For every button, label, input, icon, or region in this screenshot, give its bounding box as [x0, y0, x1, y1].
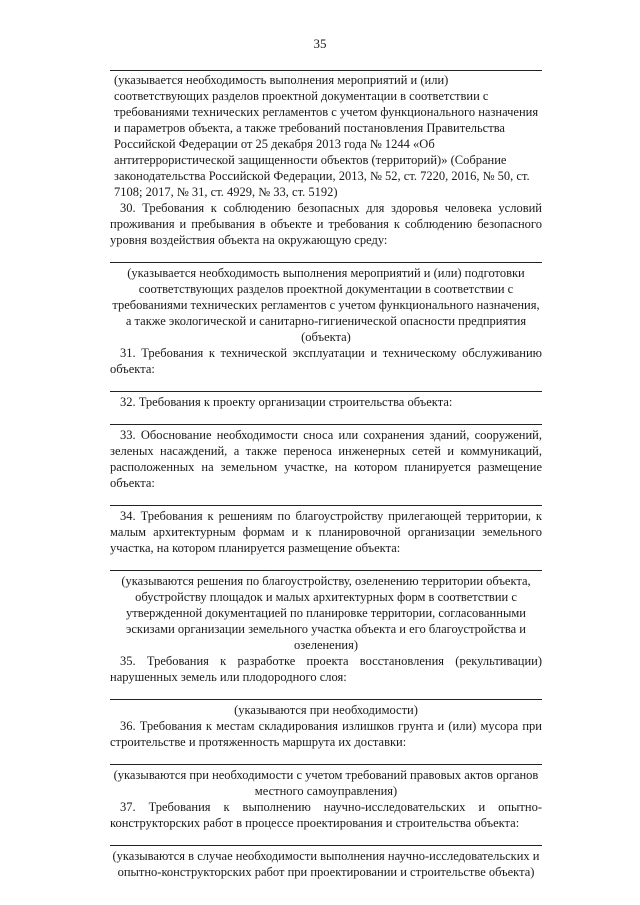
requirement-paragraph: 33. Обоснование необходимости сноса или сохранения зданий, сооружений, зеленых насаждений, а также переноса инженерных сетей и коммуникаций, расположенных на земельном участке, на котором планируется размещение объекта:: [110, 428, 542, 490]
requirement-paragraph: 36. Требования к местам складирования излишков грунта и (или) мусора при строительстве и протяженность маршрута их доставки:: [110, 719, 542, 749]
fill-line: [110, 831, 542, 846]
requirement-paragraph: 34. Требования к решениям по благоустройству прилегающей территории, к малым архитектурным формам и к планировочной организации земельного участка, на котором планируется размещение объекта:: [110, 509, 542, 555]
fill-line: [110, 248, 542, 263]
requirement-paragraph: 32. Требования к проекту организации строительства объекта:: [120, 395, 453, 409]
field-instruction-note: (указываются при необходимости): [234, 703, 418, 717]
fill-line: [110, 491, 542, 506]
fill-line: [110, 377, 542, 392]
fill-line: [110, 70, 542, 71]
document-body: [110, 70, 542, 880]
page-number: 35: [313, 36, 327, 51]
requirement-paragraph: 35. Требования к разработке проекта восстановления (рекультивации) нарушенных земель или плодородного слоя:: [110, 654, 542, 684]
fill-line: [110, 556, 542, 571]
field-instruction-note: (указываются решения по благоустройству, озеленению территории объекта, обустройству площадок и малых архитектурных форм в соответствии с утвержденной документацией по планировке территории, согласованными эскизами организации земельного участка объекта и его благоустройства и озеленения): [121, 574, 531, 652]
fill-line: [110, 410, 542, 425]
fill-line: [110, 685, 542, 700]
field-instruction-note: (указывается необходимость выполнения мероприятий и (или) соответствующих разделов проектной документации в соответствии с требованиями технических регламентов с учетом функционального назначения и параметров объекта, а также требований постановления Правительства Российской Федерации от 25 декабря 2013 года № 1244 «Об антитеррористической защищенности объектов (территорий)» (Собрание законодательства Российской Федерации, 2013, № 52, ст. 7220, 2016, № 50, ст. 7108; 2017, № 31, ст. 4929, № 33, ст. 5192): [114, 73, 539, 199]
requirement-paragraph: 30. Требования к соблюдению безопасных для здоровья человека условий проживания и пребывания в объекте и требования к соблюдению безопасного уровня воздействия объекта на окружающую среду:: [110, 201, 542, 247]
fill-line: [110, 750, 542, 765]
requirement-paragraph: 31. Требования к технической эксплуатации и техническому обслуживанию объекта:: [110, 346, 542, 376]
requirement-paragraph: 37. Требования к выполнению научно-исследовательских и опытно-конструкторских работ в процессе проектирования и строительства объекта:: [110, 800, 542, 830]
field-instruction-note: (указываются при необходимости с учетом требований правовых актов органов местного самоуправления): [113, 768, 539, 798]
field-instruction-note: (указываются в случае необходимости выполнения научно-исследовательских и опытно-конструкторских работ при проектировании и строительстве объекта): [112, 849, 540, 879]
field-instruction-note: (указывается необходимость выполнения мероприятий и (или) подготовки соответствующих разделов проектной документации в соответствии с требованиями технических регламентов с учетом функционального назначения, а также экологической и санитарно-гигиенической опасности предприятия (объекта): [112, 266, 540, 344]
